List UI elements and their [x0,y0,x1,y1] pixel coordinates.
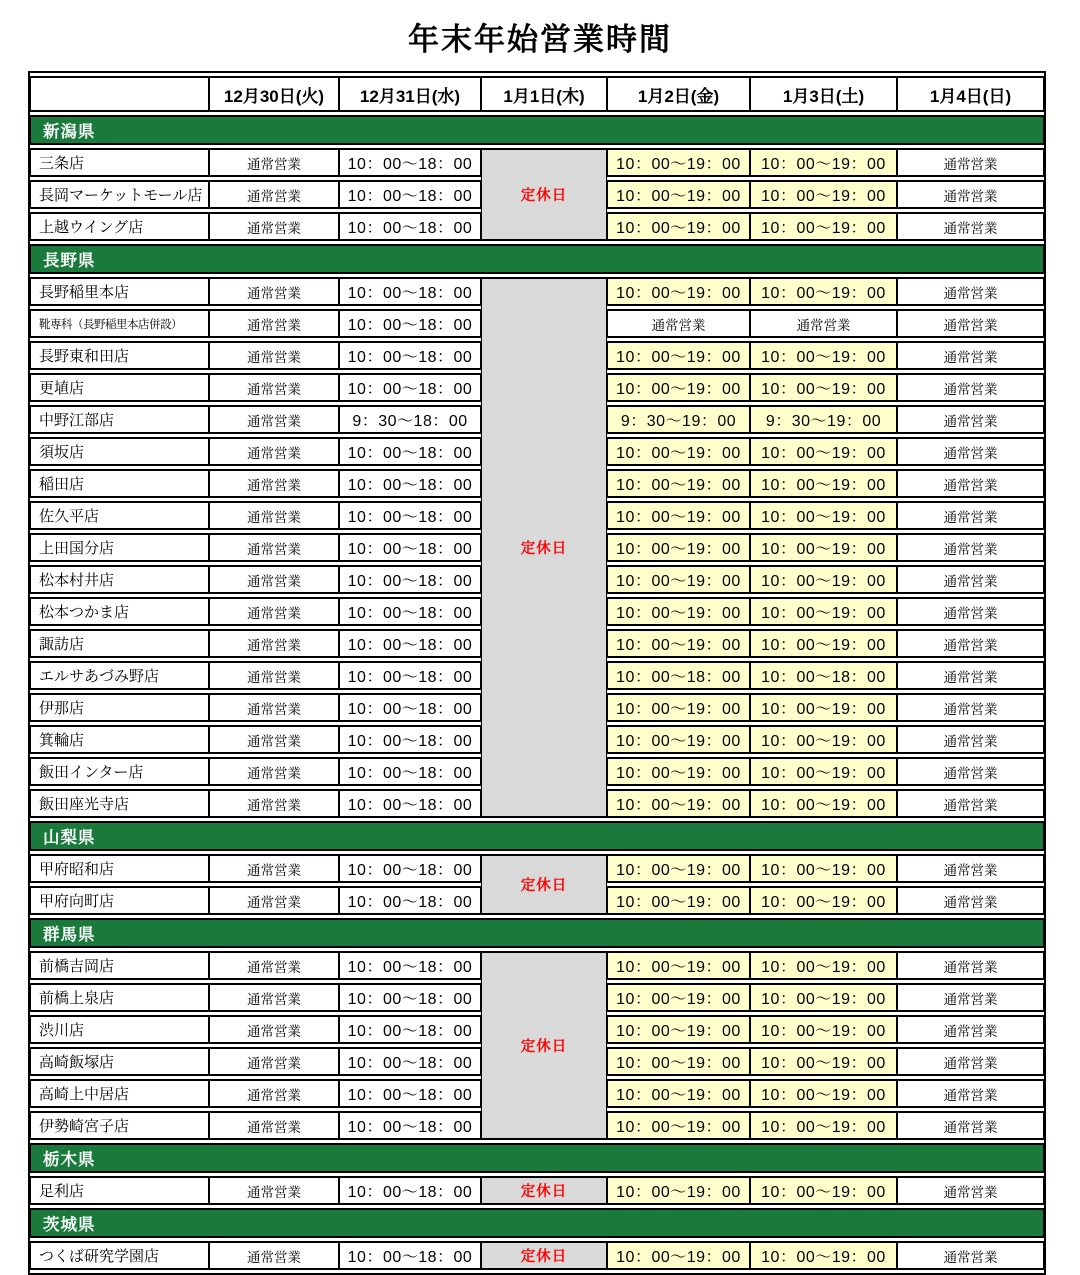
hours-cell-jan2: 10：00～19：00 [607,757,750,786]
hours-cell-jan3: 10：00～19：00 [750,469,897,498]
hours-cell-dec31: 10：00～18：00 [339,757,481,786]
hours-cell-dec31: 10：00～18：00 [339,277,481,306]
store-name-cell: 靴専科（長野稲里本店併設） [30,309,209,338]
hours-cell-dec30: 通常営業 [209,309,339,338]
hours-cell-dec31: 10：00～18：00 [339,597,481,626]
hours-cell-dec30: 通常営業 [209,341,339,370]
store-name-cell: 甲府昭和店 [30,854,209,883]
hours-cell-jan2: 10：00～19：00 [607,983,750,1012]
closed-day-cell: 定休日 [481,951,607,1140]
hours-cell-dec30: 通常営業 [209,951,339,980]
page-title: 年末年始営業時間 [408,22,672,57]
hours-cell-jan3: 10：00～19：00 [750,565,897,594]
store-name-cell: 長岡マーケットモール店 [30,180,209,209]
hours-cell-dec30: 通常営業 [209,533,339,562]
hours-cell-dec31: 10：00～18：00 [339,1241,481,1270]
hours-cell-jan2: 10：00～19：00 [607,629,750,658]
hours-cell-jan2: 10：00～18：00 [607,661,750,690]
store-name-cell: 上田国分店 [30,533,209,562]
prefecture-band-row [30,115,1044,145]
hours-cell-dec30: 通常営業 [209,983,339,1012]
hours-cell-jan4: 通常営業 [897,757,1044,786]
store-name-cell: 松本村井店 [30,565,209,594]
hours-cell-dec31: 10：00～18：00 [339,661,481,690]
store-name-cell: つくば研究学園店 [30,1241,209,1270]
hours-cell-jan2: 10：00～19：00 [607,341,750,370]
column-header-jan2: 1月2日(金) [607,76,750,112]
hours-cell-dec31: 10：00～18：00 [339,951,481,980]
hours-cell-jan4: 通常営業 [897,148,1044,177]
hours-cell-jan4: 通常営業 [897,1047,1044,1076]
hours-cell-jan4: 通常営業 [897,277,1044,306]
hours-cell-dec31: 10：00～18：00 [339,725,481,754]
hours-cell-jan3: 10：00～19：00 [750,629,897,658]
hours-cell-dec31: 10：00～18：00 [339,1015,481,1044]
hours-cell-jan2: 10：00～19：00 [607,148,750,177]
hours-cell-jan4: 通常営業 [897,437,1044,466]
hours-cell-dec31: 10：00～18：00 [339,469,481,498]
column-header-dec31: 12月31日(水) [339,76,481,112]
hours-cell-jan4: 通常営業 [897,854,1044,883]
store-name-cell: 前橋吉岡店 [30,951,209,980]
store-name-cell: 前橋上泉店 [30,983,209,1012]
hours-cell-dec30: 通常営業 [209,469,339,498]
hours-cell-jan4: 通常営業 [897,469,1044,498]
hours-cell-jan2: 10：00～19：00 [607,725,750,754]
hours-cell-dec30: 通常営業 [209,661,339,690]
hours-cell-dec30: 通常営業 [209,277,339,306]
hours-cell-jan2: 10：00～19：00 [607,1079,750,1108]
store-name-cell: 諏訪店 [30,629,209,658]
hours-cell-dec30: 通常営業 [209,437,339,466]
hours-cell-dec30: 通常営業 [209,629,339,658]
hours-cell-dec31: 10：00～18：00 [339,1047,481,1076]
hours-cell-jan3: 10：00～19：00 [750,1047,897,1076]
hours-cell-dec30: 通常営業 [209,1015,339,1044]
store-row [30,1241,1044,1270]
hours-cell-jan4: 通常営業 [897,341,1044,370]
hours-cell-dec31: 10：00～18：00 [339,341,481,370]
store-name-cell: 中野江部店 [30,405,209,434]
hours-cell-dec31: 10：00～18：00 [339,886,481,915]
store-name-cell: 飯田座光寺店 [30,789,209,818]
store-name-cell: 長野東和田店 [30,341,209,370]
hours-cell-jan3: 10：00～19：00 [750,951,897,980]
hours-cell-dec30: 通常営業 [209,693,339,722]
store-name-cell: 長野稲里本店 [30,277,209,306]
hours-cell-dec31: 10：00～18：00 [339,309,481,338]
hours-cell-jan4: 通常営業 [897,373,1044,402]
hours-cell-jan3: 10：00～19：00 [750,1079,897,1108]
prefecture-band-row [30,821,1044,851]
hours-cell-dec30: 通常営業 [209,725,339,754]
hours-cell-dec31: 10：00～18：00 [339,1111,481,1140]
prefecture-band-row [30,1208,1044,1238]
hours-cell-jan4: 通常営業 [897,886,1044,915]
hours-cell-dec31: 9：30～18：00 [339,405,481,434]
hours-cell-jan3: 10：00～19：00 [750,212,897,241]
store-row [30,277,1044,306]
hours-cell-jan3: 10：00～19：00 [750,533,897,562]
hours-cell-jan3: 10：00～19：00 [750,437,897,466]
hours-cell-jan4: 通常営業 [897,951,1044,980]
hours-cell-jan2: 10：00～19：00 [607,1047,750,1076]
store-name-cell: 箕輪店 [30,725,209,754]
hours-cell-dec30: 通常営業 [209,405,339,434]
store-name-cell: 足利店 [30,1176,209,1205]
store-row [30,951,1044,980]
hours-cell-jan2: 10：00～19：00 [607,693,750,722]
hours-cell-dec31: 10：00～18：00 [339,437,481,466]
closed-day-cell: 定休日 [481,1241,607,1270]
hours-cell-jan2: 10：00～19：00 [607,1015,750,1044]
column-header-jan1: 1月1日(木) [481,76,607,112]
hours-cell-jan4: 通常営業 [897,180,1044,209]
hours-cell-jan3: 通常営業 [750,309,897,338]
hours-cell-jan2: 10：00～19：00 [607,180,750,209]
prefecture-band: 茨城県 [30,1208,1044,1238]
hours-cell-jan4: 通常営業 [897,725,1044,754]
hours-cell-dec31: 10：00～18：00 [339,983,481,1012]
closed-day-cell: 定休日 [481,854,607,915]
prefecture-band-row [30,244,1044,274]
hours-cell-dec30: 通常営業 [209,180,339,209]
hours-cell-dec31: 10：00～18：00 [339,629,481,658]
store-name-cell: 更埴店 [30,373,209,402]
hours-cell-jan3: 10：00～18：00 [750,661,897,690]
hours-cell-jan3: 10：00～19：00 [750,341,897,370]
hours-cell-jan4: 通常営業 [897,693,1044,722]
column-header-jan3: 1月3日(土) [750,76,897,112]
column-header-dec30: 12月30日(火) [209,76,339,112]
column-header-store [30,76,209,112]
hours-cell-jan3: 10：00～19：00 [750,725,897,754]
table-body [30,115,1044,1270]
hours-cell-jan4: 通常営業 [897,597,1044,626]
hours-cell-jan3: 10：00～19：00 [750,373,897,402]
store-name-cell: 須坂店 [30,437,209,466]
hours-cell-jan2: 10：00～19：00 [607,437,750,466]
hours-cell-jan4: 通常営業 [897,533,1044,562]
store-name-cell: 三条店 [30,148,209,177]
hours-cell-jan3: 10：00～19：00 [750,597,897,626]
hours-cell-jan2: 10：00～19：00 [607,501,750,530]
hours-cell-jan3: 10：00～19：00 [750,854,897,883]
hours-cell-jan4: 通常営業 [897,789,1044,818]
hours-cell-dec30: 通常営業 [209,373,339,402]
hours-cell-jan4: 通常営業 [897,661,1044,690]
store-name-cell: 高崎上中居店 [30,1079,209,1108]
hours-cell-jan2: 10：00～19：00 [607,1241,750,1270]
hours-cell-dec30: 通常営業 [209,148,339,177]
hours-cell-jan3: 9：30～19：00 [750,405,897,434]
hours-cell-jan3: 10：00～19：00 [750,983,897,1012]
hours-cell-jan3: 10：00～19：00 [750,1176,897,1205]
hours-cell-dec31: 10：00～18：00 [339,693,481,722]
hours-cell-jan4: 通常営業 [897,1111,1044,1140]
hours-cell-jan2: 10：00～19：00 [607,1176,750,1205]
closed-day-cell: 定休日 [481,277,607,818]
store-row [30,854,1044,883]
closed-day-cell: 定休日 [481,1176,607,1205]
hours-cell-dec31: 10：00～18：00 [339,180,481,209]
hours-cell-jan3: 10：00～19：00 [750,501,897,530]
hours-cell-jan2: 10：00～19：00 [607,533,750,562]
hours-cell-jan2: 10：00～19：00 [607,565,750,594]
hours-cell-jan4: 通常営業 [897,1015,1044,1044]
hours-cell-dec31: 10：00～18：00 [339,789,481,818]
hours-cell-jan2: 10：00～19：00 [607,597,750,626]
hours-cell-dec30: 通常営業 [209,501,339,530]
hours-cell-jan2: 10：00～19：00 [607,373,750,402]
store-row [30,1176,1044,1205]
store-name-cell: 上越ウイング店 [30,212,209,241]
hours-cell-jan3: 10：00～19：00 [750,757,897,786]
store-name-cell: 渋川店 [30,1015,209,1044]
hours-cell-dec31: 10：00～18：00 [339,565,481,594]
hours-cell-jan2: 10：00～19：00 [607,277,750,306]
hours-cell-jan3: 10：00～19：00 [750,1241,897,1270]
business-hours-table [28,71,1046,1275]
store-name-cell: エルサあづみ野店 [30,661,209,690]
hours-cell-jan3: 10：00～19：00 [750,148,897,177]
hours-cell-jan3: 10：00～19：00 [750,1015,897,1044]
hours-cell-dec30: 通常営業 [209,757,339,786]
hours-cell-dec31: 10：00～18：00 [339,533,481,562]
hours-cell-jan2: 10：00～19：00 [607,212,750,241]
hours-cell-dec31: 10：00～18：00 [339,501,481,530]
hours-cell-jan4: 通常営業 [897,309,1044,338]
hours-cell-jan4: 通常営業 [897,629,1044,658]
hours-cell-dec31: 10：00～18：00 [339,1079,481,1108]
hours-cell-jan3: 10：00～19：00 [750,693,897,722]
hours-cell-dec30: 通常営業 [209,789,339,818]
hours-cell-jan2: 10：00～19：00 [607,1111,750,1140]
store-row [30,148,1044,177]
hours-cell-jan3: 10：00～19：00 [750,789,897,818]
column-header-jan4: 1月4日(日) [897,76,1044,112]
hours-cell-jan4: 通常営業 [897,1079,1044,1108]
hours-cell-jan2: 10：00～19：00 [607,886,750,915]
hours-cell-dec31: 10：00～18：00 [339,854,481,883]
prefecture-band-row [30,918,1044,948]
prefecture-band-row [30,1143,1044,1173]
hours-cell-jan4: 通常営業 [897,1176,1044,1205]
store-name-cell: 伊那店 [30,693,209,722]
hours-cell-dec30: 通常営業 [209,1241,339,1270]
hours-cell-jan4: 通常営業 [897,212,1044,241]
hours-cell-dec30: 通常営業 [209,854,339,883]
prefecture-band: 新潟県 [30,115,1044,145]
closed-day-cell: 定休日 [481,148,607,241]
hours-cell-dec31: 10：00～18：00 [339,1176,481,1205]
hours-cell-jan3: 10：00～19：00 [750,886,897,915]
prefecture-band: 栃木県 [30,1143,1044,1173]
store-name-cell: 稲田店 [30,469,209,498]
hours-cell-dec31: 10：00～18：00 [339,148,481,177]
hours-cell-jan2: 10：00～19：00 [607,951,750,980]
hours-cell-jan3: 10：00～19：00 [750,180,897,209]
hours-cell-dec30: 通常営業 [209,597,339,626]
store-name-cell: 甲府向町店 [30,886,209,915]
store-name-cell: 伊勢崎宮子店 [30,1111,209,1140]
prefecture-band: 山梨県 [30,821,1044,851]
hours-cell-jan2: 通常営業 [607,309,750,338]
hours-cell-jan4: 通常営業 [897,501,1044,530]
hours-cell-jan4: 通常営業 [897,565,1044,594]
hours-cell-dec30: 通常営業 [209,1176,339,1205]
hours-cell-jan3: 10：00～19：00 [750,277,897,306]
hours-cell-dec30: 通常営業 [209,1047,339,1076]
hours-cell-jan4: 通常営業 [897,405,1044,434]
hours-cell-dec30: 通常営業 [209,565,339,594]
hours-cell-dec30: 通常営業 [209,1079,339,1108]
prefecture-band: 長野県 [30,244,1044,274]
hours-cell-jan3: 10：00～19：00 [750,1111,897,1140]
hours-cell-jan2: 9：30～19：00 [607,405,750,434]
store-name-cell: 高崎飯塚店 [30,1047,209,1076]
hours-cell-dec31: 10：00～18：00 [339,373,481,402]
hours-cell-dec30: 通常営業 [209,1111,339,1140]
header-row [30,76,1044,112]
hours-cell-dec31: 10：00～18：00 [339,212,481,241]
hours-cell-jan4: 通常営業 [897,983,1044,1012]
hours-cell-jan4: 通常営業 [897,1241,1044,1270]
store-name-cell: 佐久平店 [30,501,209,530]
prefecture-band: 群馬県 [30,918,1044,948]
hours-cell-jan2: 10：00～19：00 [607,469,750,498]
hours-cell-dec30: 通常営業 [209,212,339,241]
store-name-cell: 松本つかま店 [30,597,209,626]
store-name-cell: 飯田インター店 [30,757,209,786]
hours-cell-dec30: 通常営業 [209,886,339,915]
hours-cell-jan2: 10：00～19：00 [607,789,750,818]
hours-cell-jan2: 10：00～19：00 [607,854,750,883]
